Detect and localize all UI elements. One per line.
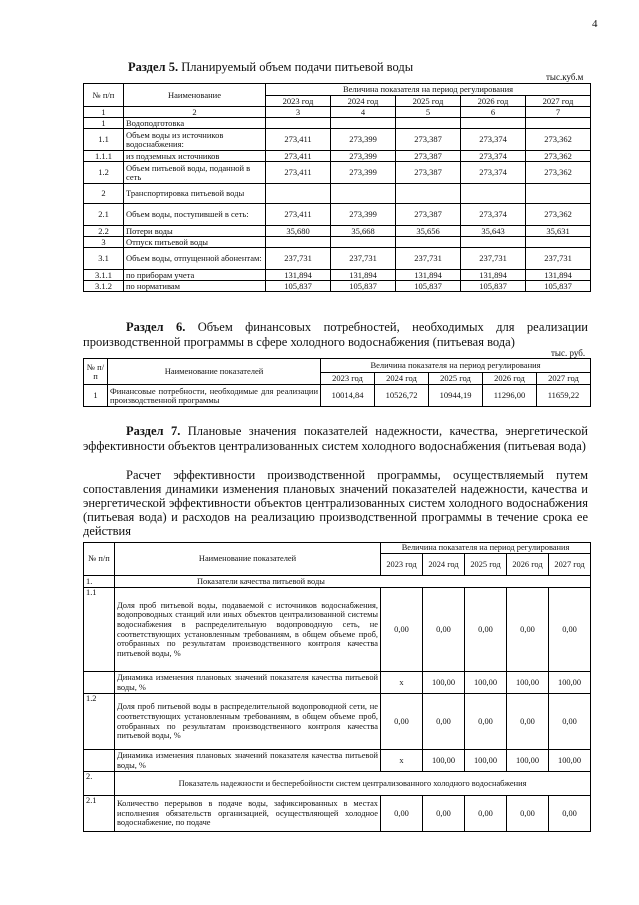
year-header: 2024 год [331,96,396,107]
value-cell: 273,362 [526,129,591,151]
section-heading: Показатель надежности и бесперебойности систем централизованного холодного водоснабжения [115,772,591,796]
value-cell: 273,411 [266,129,331,151]
indicators-table [83,542,591,832]
year-header: 2026 год [483,373,537,385]
row-number: 1.1 [84,588,115,672]
value-cell: 0,00 [381,588,423,672]
table-row [84,184,591,204]
table-row [84,237,591,248]
value-cell [396,184,461,204]
value-cell: 35,656 [396,226,461,237]
table-row [84,248,591,270]
value-cell: 273,362 [526,151,591,162]
value-cell: 100,00 [549,672,591,694]
section-number: 1. [84,576,115,588]
year-header: 2026 год [461,96,526,107]
value-cell: 131,894 [331,270,396,281]
row-name: Объем воды, поступившей в сеть: [124,204,266,226]
row-name: Доля проб питьевой воды в распределительной водопроводной сети, не соответствующих установленным требованиям, в общем объеме проб, отобранных по результатам производственного контроля качества питьевой воды, % [115,694,381,750]
value-cell [331,237,396,248]
value-cell: 105,837 [266,281,331,292]
year-header: 2025 год [396,96,461,107]
table-row [84,118,591,129]
row-name: по приборам учета [124,270,266,281]
table-row [84,204,591,226]
year-header: 2027 год [526,96,591,107]
section-5-unit: тыс.куб.м [546,72,584,82]
value-cell [331,118,396,129]
index-cell: 1 [84,107,124,118]
value-cell: 105,837 [526,281,591,292]
col-num-header: № п/п [84,359,108,385]
value-cell: 105,837 [331,281,396,292]
value-cell: х [381,750,423,772]
section-7-text: Плановые значения показателей надежности, качества, энергетической эффективности объектов централизованных систем холодного водоснабжения (питьевая вода) [83,424,588,453]
page-number: 4 [592,18,598,30]
row-number [84,750,115,772]
value-cell: 273,399 [331,151,396,162]
value-cell: 237,731 [526,248,591,270]
col-num-header: № п/п [84,543,115,576]
value-cell: 131,894 [461,270,526,281]
section-6-label: Раздел 6. [126,320,186,334]
section-5-text: Планируемый объем подачи питьевой воды [178,60,414,74]
value-cell: 273,387 [396,129,461,151]
section-7-title [83,424,588,454]
value-cell: 100,00 [465,750,507,772]
value-cell [266,237,331,248]
row-name: Динамика изменения плановых значений показателя качества питьевой воды, % [115,672,381,694]
row-number: 3 [84,237,124,248]
value-cell: 11296,00 [483,385,537,407]
value-cell: 0,00 [381,694,423,750]
value-cell: 0,00 [549,588,591,672]
value-cell: 0,00 [423,694,465,750]
value-cell [461,118,526,129]
section-heading: Показатели качества питьевой воды [115,576,591,588]
row-number: 2.1 [84,796,115,832]
value-cell: 35,643 [461,226,526,237]
row-name: Доля проб питьевой воды, подаваемой с источников водоснабжения, водопроводных станций или иных объектов централизованной системы водоснабжения в распределительную водопроводную сеть, не соответствующих установленным требованиям, в общем объеме проб, отобранных по результатам производственного контроля качества питьевой воды, % [115,588,381,672]
value-cell: 273,387 [396,204,461,226]
value-cell: 237,731 [331,248,396,270]
value-cell: 131,894 [526,270,591,281]
value-cell [461,237,526,248]
section-6-text: Объем финансовых потребностей, необходимых для реализации производственной программы в сфере холодного водоснабжения (питьевая вода) [83,320,588,349]
value-cell: 273,387 [396,162,461,184]
table-body [84,118,591,292]
row-name: Отпуск питьевой воды [124,237,266,248]
index-cell: 5 [396,107,461,118]
value-cell: 0,00 [423,588,465,672]
value-cell: 0,00 [507,694,549,750]
value-cell: 273,399 [331,162,396,184]
value-cell: 11659,22 [537,385,591,407]
row-name: Объем питьевой воды, поданной в сеть [124,162,266,184]
value-cell [396,118,461,129]
year-header: 2023 год [381,554,423,576]
row-number: 1.2 [84,162,124,184]
index-cell: 4 [331,107,396,118]
value-cell: 0,00 [549,796,591,832]
row-name: Финансовые потребности, необходимые для реализации производственной программы [108,385,321,407]
value-cell: 100,00 [423,750,465,772]
value-cell: 273,374 [461,151,526,162]
row-number: 1.1 [84,129,124,151]
row-name: Количество перерывов в подаче воды, зафиксированных в местах исполнения обязательств организацией, осуществляющей холодное водоснабжение, по подаче [115,796,381,832]
value-cell: 0,00 [423,796,465,832]
col-num-header: № п/п [84,84,124,107]
section-5-label: Раздел 5. [128,60,179,74]
table-row [84,226,591,237]
value-cell: 100,00 [549,750,591,772]
value-cell: 237,731 [396,248,461,270]
section-7-label: Раздел 7. [126,424,181,438]
value-cell: 35,680 [266,226,331,237]
col-name-header: Наименование [124,84,266,107]
value-cell: 273,387 [396,151,461,162]
value-cell: 100,00 [507,750,549,772]
value-cell [461,184,526,204]
year-header: 2024 год [375,373,429,385]
row-name: Водоподготовка [124,118,266,129]
value-cell: 273,374 [461,162,526,184]
row-number: 3.1 [84,248,124,270]
value-cell [396,237,461,248]
value-cell [526,237,591,248]
table-row [84,270,591,281]
value-cell: 0,00 [465,694,507,750]
row-name: Объем воды, отпущенной абонентам: [124,248,266,270]
index-cell: 3 [266,107,331,118]
index-cell: 2 [124,107,266,118]
year-header: 2027 год [537,373,591,385]
value-cell: 10944,19 [429,385,483,407]
row-name: Транспортировка питьевой воды [124,184,266,204]
row-number: 2.1 [84,204,124,226]
row-number: 1 [84,118,124,129]
value-cell: 100,00 [465,672,507,694]
value-cell: 10526,72 [375,385,429,407]
row-name: Объем воды из источников водоснабжения: [124,129,266,151]
index-cell: 6 [461,107,526,118]
water-supply-table [83,83,591,292]
period-header: Величина показателя на период регулирования [266,84,591,96]
value-cell: 105,837 [461,281,526,292]
year-header: 2027 год [549,554,591,576]
table-row [84,151,591,162]
value-cell: 105,837 [396,281,461,292]
value-cell: 0,00 [381,796,423,832]
year-header: 2026 год [507,554,549,576]
value-cell: 273,374 [461,129,526,151]
table-row [84,162,591,184]
value-cell: 0,00 [465,796,507,832]
value-cell: 237,731 [461,248,526,270]
value-cell: 35,668 [331,226,396,237]
row-number: 1.1.1 [84,151,124,162]
value-cell: 0,00 [549,694,591,750]
col-name-header: Наименование показателей [115,543,381,576]
row-number: 1 [84,385,108,407]
row-name: из подземных источников [124,151,266,162]
table-row [84,281,591,292]
value-cell: 10014,84 [321,385,375,407]
row-name: Потери воды [124,226,266,237]
section-5-title [128,60,568,75]
year-header: 2023 год [321,373,375,385]
table-row [84,129,591,151]
value-cell [331,184,396,204]
value-cell: 35,631 [526,226,591,237]
value-cell: 273,411 [266,162,331,184]
value-cell: 273,399 [331,204,396,226]
value-cell: 273,374 [461,204,526,226]
financial-needs-table [83,358,591,407]
value-cell: 273,399 [331,129,396,151]
value-cell: 273,411 [266,204,331,226]
period-header: Величина показателя на период регулирования [381,543,591,554]
row-number: 2 [84,184,124,204]
year-header: 2025 год [465,554,507,576]
row-number [84,672,115,694]
index-cell: 7 [526,107,591,118]
value-cell: х [381,672,423,694]
year-header: 2024 год [423,554,465,576]
value-cell: 273,362 [526,162,591,184]
value-cell: 0,00 [507,796,549,832]
row-name: по нормативам [124,281,266,292]
section-number: 2. [84,772,115,796]
period-header: Величина показателя на период регулирования [321,359,591,373]
value-cell: 273,362 [526,204,591,226]
row-number: 3.1.2 [84,281,124,292]
col-name-header: Наименование показателей [108,359,321,385]
year-header: 2025 год [429,373,483,385]
value-cell [266,118,331,129]
value-cell: 0,00 [507,588,549,672]
section-7-paragraph: Расчет эффективности производственной программы, осуществляемый путем сопоставления динамики изменения плановых значений показателей надежности, качества и энергетической эффективности объектов централизованных систем холодного водоснабжения (питьевая вода) и расходов на реализацию производственной программы в течение срока ее действия [83,468,588,538]
value-cell: 237,731 [266,248,331,270]
value-cell [266,184,331,204]
value-cell [526,184,591,204]
row-name: Динамика изменения плановых значений показателя качества питьевой воды, % [115,750,381,772]
value-cell [526,118,591,129]
value-cell: 0,00 [465,588,507,672]
value-cell: 100,00 [507,672,549,694]
year-header: 2023 год [266,96,331,107]
row-number: 3.1.1 [84,270,124,281]
value-cell: 131,894 [266,270,331,281]
row-number: 2.2 [84,226,124,237]
value-cell: 131,894 [396,270,461,281]
value-cell: 273,411 [266,151,331,162]
section-6-unit: тыс. руб. [551,348,586,358]
row-number: 1.2 [84,694,115,750]
value-cell: 100,00 [423,672,465,694]
section-6-title [83,320,588,350]
